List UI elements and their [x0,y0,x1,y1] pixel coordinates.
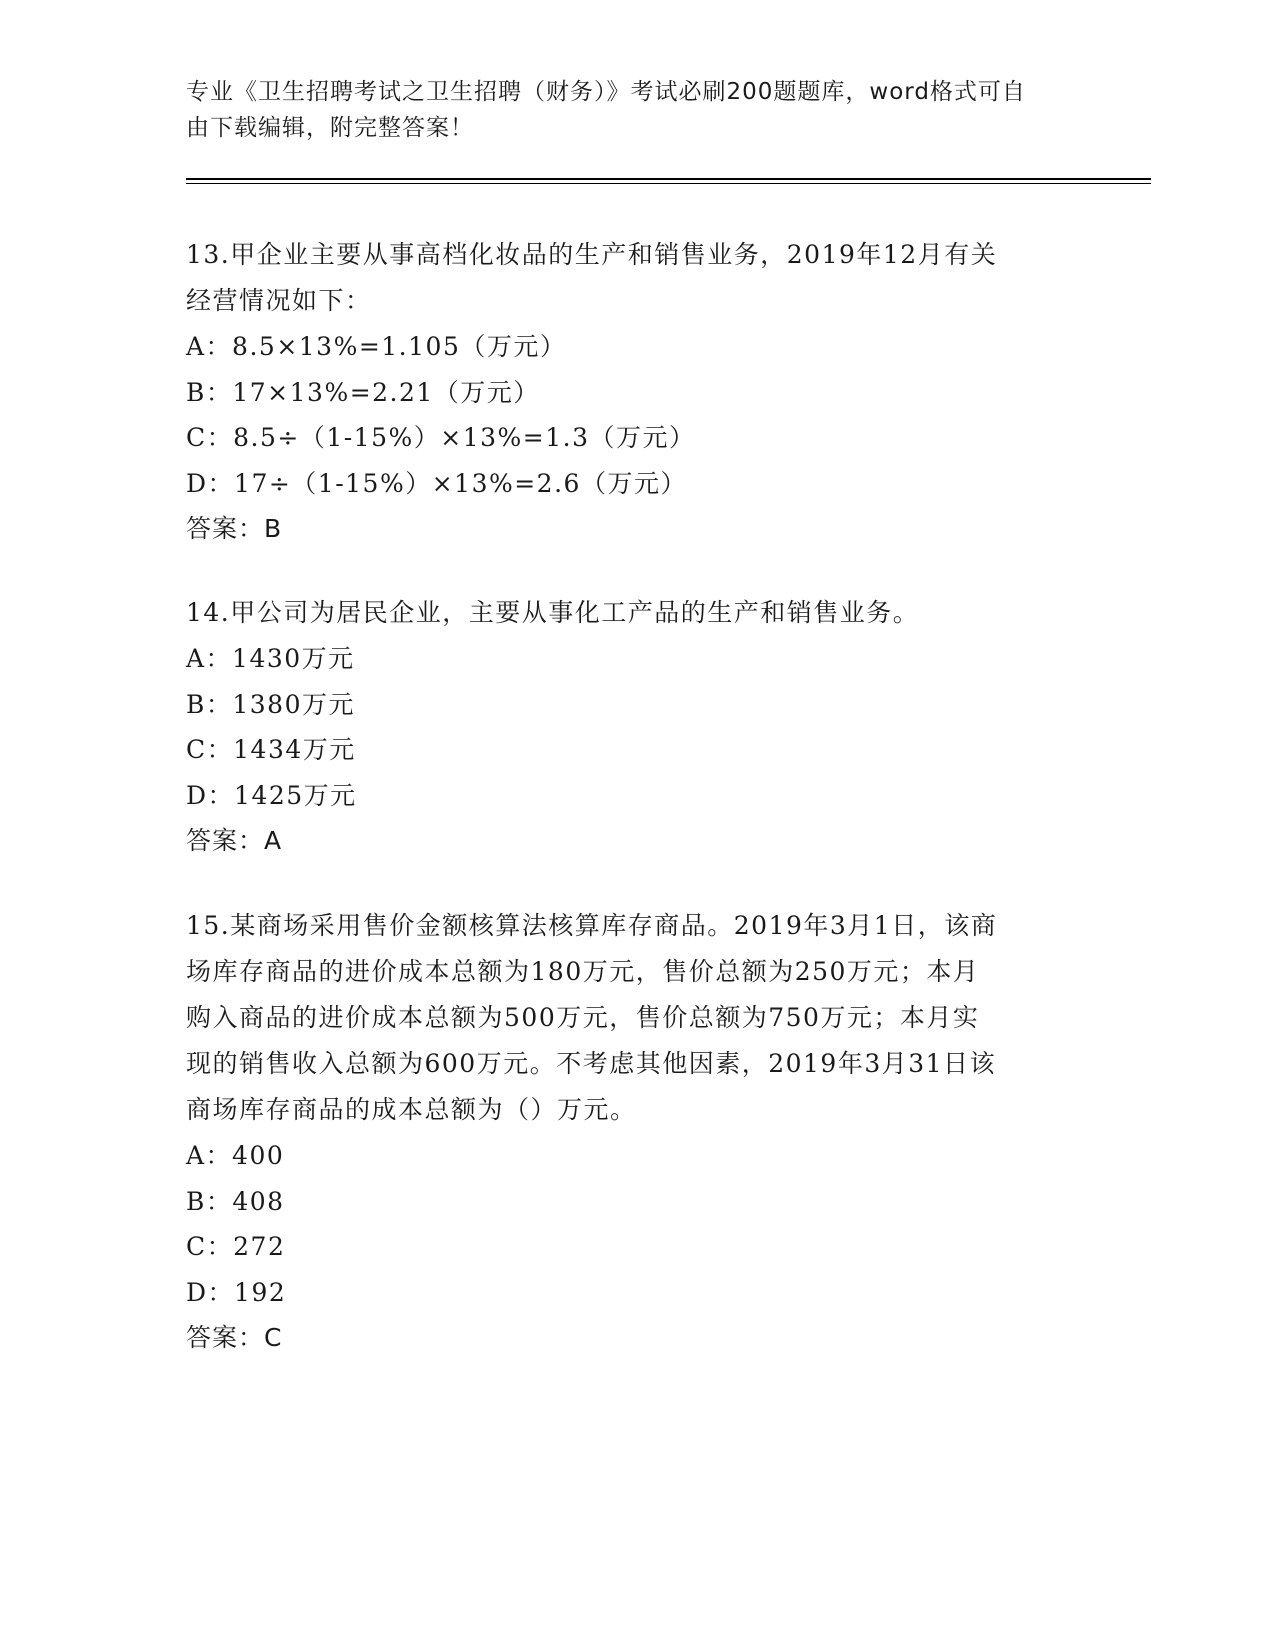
option-c: C：272 [186,1232,286,1261]
question-stem-line: 13.甲企业主要从事高档化妆品的生产和销售业务，2019年12月有关 [186,240,998,269]
question-stem-line: 现的销售收入总额为600万元。不考虑其他因素，2019年3月31日该 [186,1049,997,1078]
question-13 [186,232,1086,552]
option-d: D：192 [186,1277,287,1307]
option-a: A：8.5×13%=1.105（万元） [186,332,567,361]
option-b: B：17×13%=2.21（万元） [186,377,540,407]
header-divider-thick [186,178,1151,180]
question-stem-line: 经营情况如下： [186,286,372,315]
option-a: A：1430万元 [186,644,355,673]
option-c: C：8.5÷（1-15%）×13%=1.3（万元） [186,423,696,452]
question-stem-line: 商场库存商品的成本总额为（）万元。 [186,1095,637,1124]
answer-line: 答案：A [186,826,283,855]
question-14 [186,590,1086,864]
question-stem-line: 15.某商场采用售价金额核算法核算库存商品。2019年3月1日，该商 [186,911,998,940]
option-d: D：1425万元 [186,780,357,810]
question-stem-line: 购入商品的进价成本总额为500万元，售价总额为750万元；本月实 [186,1003,980,1032]
question-stem-line: 14.甲公司为居民企业，主要从事化工产品的生产和销售业务。 [186,598,920,627]
option-b: B：1380万元 [186,689,355,719]
question-15 [186,903,1086,1361]
option-a: A：400 [186,1141,285,1170]
option-d: D：17÷（1-15%）×13%=2.6（万元） [186,468,687,498]
header-line-1: 专业《卫生招聘考试之卫生招聘（财务）》考试必刷200题题库，word格式可自 [186,79,1026,105]
header-line-2: 由下载编辑，附完整答案！ [186,115,474,141]
header-divider-thin [186,183,1151,184]
option-c: C：1434万元 [186,735,356,764]
document-header [186,74,1076,146]
answer-line: 答案：B [186,514,283,543]
question-stem-line: 场库存商品的进价成本总额为180万元，售价总额为250万元；本月 [186,957,980,986]
option-b: B：408 [186,1186,285,1216]
answer-line: 答案：C [186,1323,283,1352]
